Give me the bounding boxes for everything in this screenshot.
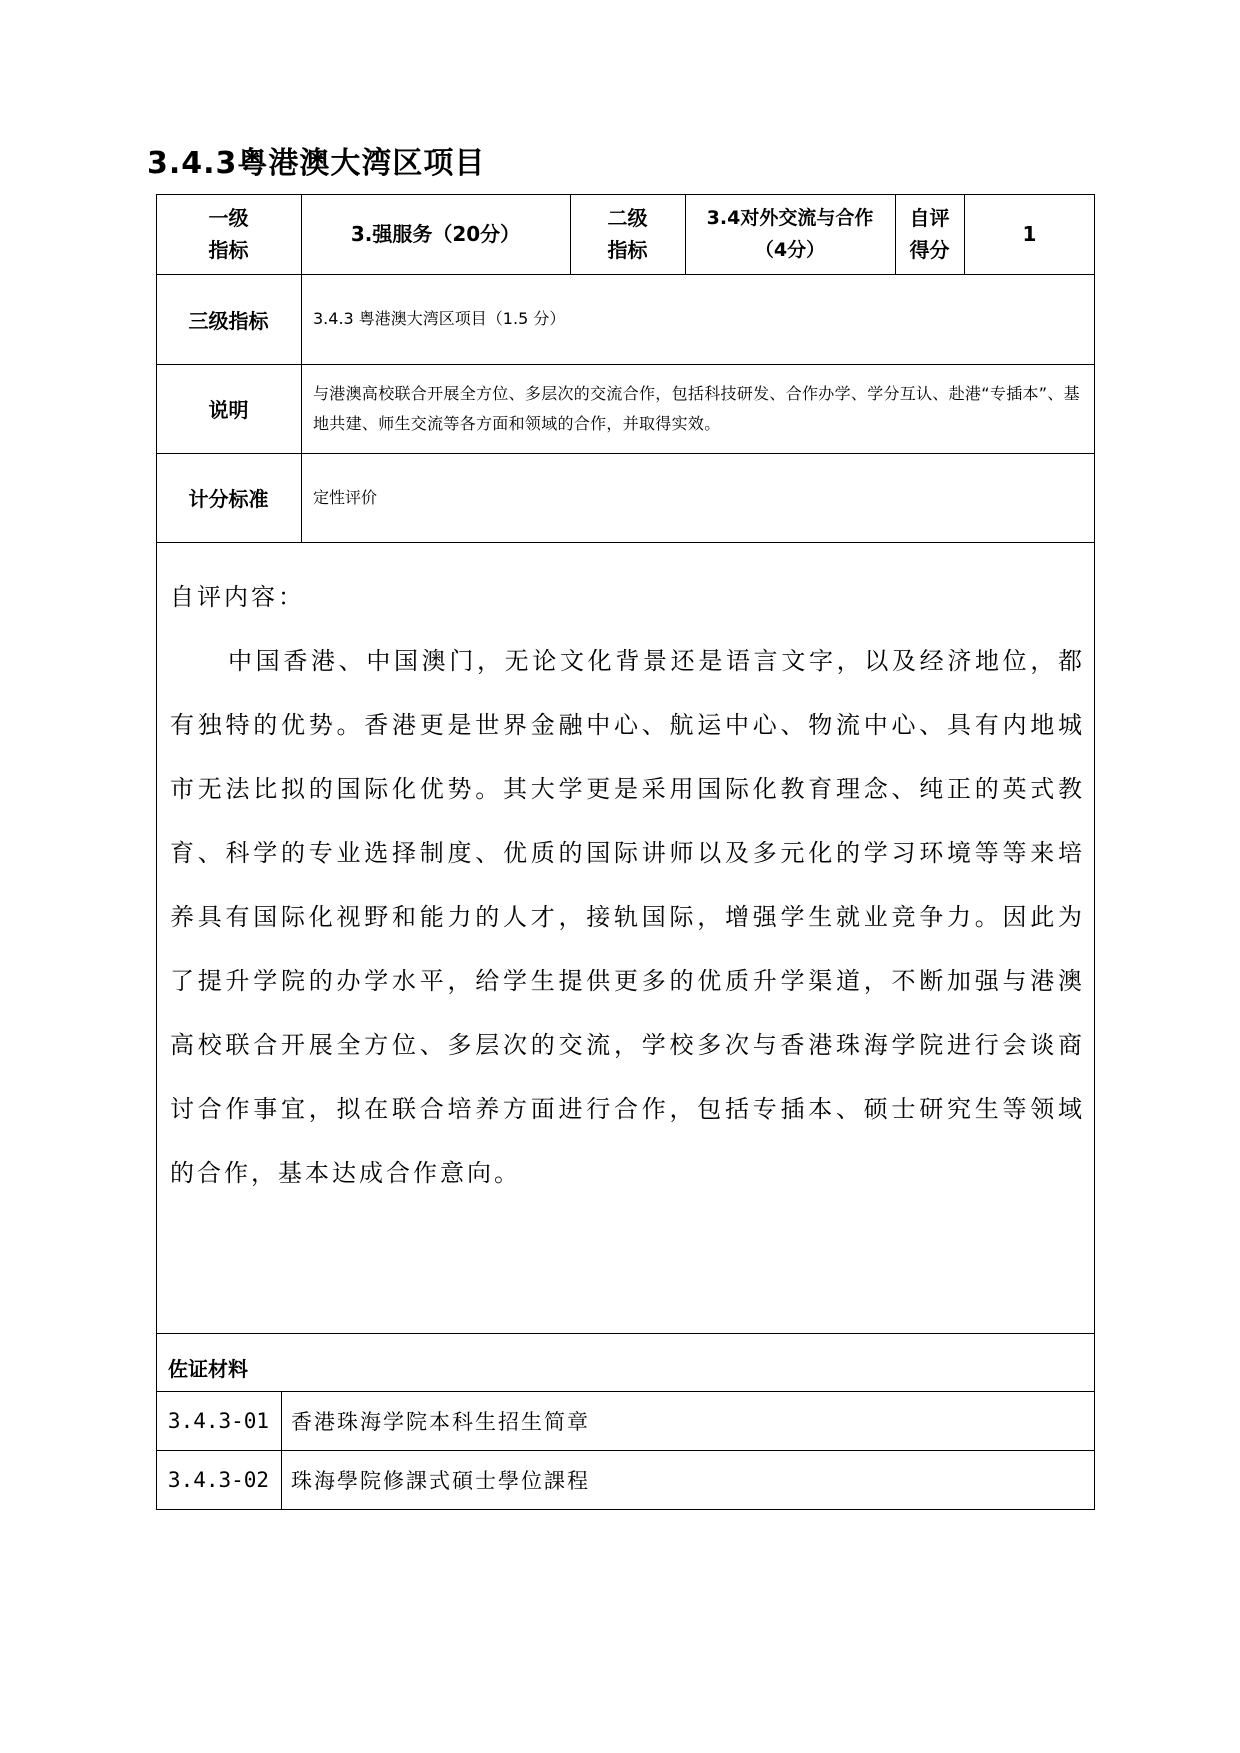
material-name: 珠海學院修課式碩士學位課程 <box>291 1468 590 1493</box>
rule <box>156 542 1095 543</box>
level2-label: 二级 指标 <box>607 206 648 262</box>
self-eval-heading: 自评内容： <box>170 583 305 611</box>
level2-value: 3.4对外交流与合作 （4分） <box>706 207 874 261</box>
material-code: 3.4.3-02 <box>167 1467 270 1492</box>
self-score-value: 1 <box>1022 222 1037 246</box>
section-title: 3.4.3粤港澳大湾区项目 <box>147 146 486 181</box>
self-eval-content <box>170 565 1085 1205</box>
level1-label: 一级 指标 <box>208 206 249 262</box>
materials-heading: 佐证材料 <box>168 1356 248 1381</box>
level3-label: 三级指标 <box>188 308 269 333</box>
material-name: 香港珠海学院本科生招生简章 <box>291 1409 590 1434</box>
explain-label: 说明 <box>208 398 249 422</box>
level1-value: 3.强服务（20分） <box>350 222 521 246</box>
material-code: 3.4.3-01 <box>167 1408 270 1433</box>
scoring-label: 计分标准 <box>188 487 269 511</box>
explain-value: 与港澳高校联合开展全方位、多层次的交流合作，包括科技研发、合作办学、学分互认、赴港“专插本”、基地共建、师生交流等各方面和领域的合作，并取得实效。 <box>313 383 1080 433</box>
level3-value: 3.4.3 粤港澳大湾区项目（1.5 分） <box>313 309 566 328</box>
scoring-value: 定性评价 <box>313 487 378 507</box>
self-eval-paragraph: 中国香港、中国澳门，无论文化背景还是语言文字，以及经济地位，都有独特的优势。香港更是世界金融中心、航运中心、物流中心、具有内地城市无法比拟的国际化优势。其大学更是采用国际化教育理念、纯正的英式教育、科学的专业选择制度、优质的国际讲师以及多元化的学习环境等等来培养具有国际化视野和能力的人才，接轨国际，增强学生就业竞争力。因此为了提升学院的办学水平，给学生提供更多的优质升学渠道，不断加强与港澳高校联合开展全方位、多层次的交流，学校多次与香港珠海学院进行会谈商讨合作事宜，拟在联合培养方面进行合作，包括专插本、硕士研究生等领域的合作，基本达成合作意向。 <box>170 647 1085 1187</box>
self-score-label: 自评 得分 <box>909 206 950 262</box>
rule <box>281 1391 282 1510</box>
